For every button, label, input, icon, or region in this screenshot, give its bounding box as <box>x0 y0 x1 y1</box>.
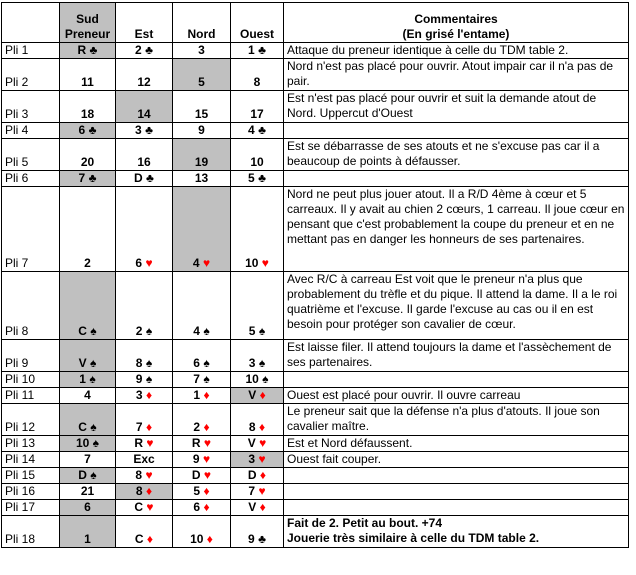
diamond-suit-icon: ♦ <box>142 420 153 434</box>
card-ouest <box>231 59 284 91</box>
trick-comment: Nord n'est pas placé pour ouvrir. Atout impair car il n'a pas de pair. <box>284 59 629 91</box>
card-est <box>116 404 173 436</box>
card-nord <box>173 468 231 484</box>
card-nord <box>173 187 231 272</box>
card-value: 5 <box>248 324 256 338</box>
card-value: 8 <box>253 75 261 89</box>
card-sud <box>60 272 116 340</box>
card-value: 16 <box>137 155 151 169</box>
card-sud <box>60 452 116 468</box>
card-value: 10 <box>245 256 259 270</box>
diamond-suit-icon: ♦ <box>256 500 266 514</box>
card-nord <box>173 500 231 516</box>
trick-row <box>2 139 629 171</box>
card-nord <box>173 171 231 187</box>
spade-suit-icon: ♠ <box>142 372 153 386</box>
diamond-suit-icon: ♦ <box>200 388 210 402</box>
heart-suit-icon: ♥ <box>255 452 266 466</box>
header-sud-label: Sud Preneur <box>64 12 111 41</box>
club-suit-icon: ♣ <box>85 171 97 185</box>
card-value: 6 <box>78 123 86 137</box>
card-value: C <box>78 420 87 434</box>
card-value: 1 <box>193 388 201 402</box>
card-ouest <box>231 404 284 436</box>
card-value: 3 <box>198 43 205 57</box>
card-value: 10 <box>245 372 259 386</box>
card-value: 6 <box>193 356 200 370</box>
diamond-suit-icon: ♦ <box>200 500 210 514</box>
card-est <box>116 452 173 468</box>
card-value: 18 <box>80 107 95 121</box>
spade-suit-icon: ♠ <box>199 324 210 338</box>
trick-comment: Ouest fait couper. <box>284 452 629 468</box>
trick-comment: Est laisse filer. Il attend toujours la dame et l'assèchement de ses partenaires. <box>284 340 629 372</box>
card-nord <box>173 404 231 436</box>
diamond-suit-icon: ♦ <box>200 420 210 434</box>
card-est <box>116 123 173 139</box>
card-nord <box>173 59 231 91</box>
trick-row <box>2 91 629 123</box>
card-value: 12 <box>137 75 151 89</box>
card-value: 20 <box>80 155 95 169</box>
trick-row <box>2 123 629 139</box>
trick-row <box>2 468 629 484</box>
card-value: 7 <box>135 420 143 434</box>
header-comments-title: Commentaires <box>414 12 498 26</box>
card-sud <box>60 187 116 272</box>
card-ouest <box>231 372 284 388</box>
trick-comment <box>284 372 629 388</box>
card-value: 2 <box>135 324 143 338</box>
trick-comment: Avec R/C à carreau Est voit que le preneur n'a plus que probablement du trèfle et du pique. Il attend la dame. Il a le roi quatrième et l'excuse. Il garde l'excuse au cas ou il en est besoin pour protéger son cavalier de cœur. <box>284 272 629 340</box>
club-suit-icon: ♣ <box>142 171 154 185</box>
trick-comment <box>284 171 629 187</box>
card-value: 7 <box>84 452 91 466</box>
club-suit-icon: ♣ <box>254 532 266 546</box>
trick-row <box>2 452 629 468</box>
spade-suit-icon: ♠ <box>86 468 97 482</box>
trick-number: Pli 12 <box>2 404 60 436</box>
card-est <box>116 139 173 171</box>
card-est <box>116 436 173 452</box>
trick-row <box>2 340 629 372</box>
card-value: 4 <box>84 388 91 402</box>
trick-row <box>2 272 629 340</box>
card-est <box>116 500 173 516</box>
card-value: 9 <box>248 532 255 546</box>
trick-comment <box>284 484 629 500</box>
card-nord <box>173 516 231 548</box>
card-value: 8 <box>135 356 143 370</box>
trick-number: Pli 16 <box>2 484 60 500</box>
card-sud <box>60 43 116 59</box>
header-comments <box>284 3 629 43</box>
trick-number: Pli 2 <box>2 59 60 91</box>
card-sud <box>60 468 116 484</box>
card-sud <box>60 59 116 91</box>
trick-row <box>2 171 629 187</box>
card-est <box>116 372 173 388</box>
trick-row <box>2 388 629 404</box>
club-suit-icon: ♣ <box>141 43 153 57</box>
trick-row <box>2 500 629 516</box>
card-value: 7 <box>193 372 200 386</box>
trick-comment: Nord ne peut plus jouer atout. Il a R/D 4ème à cœur et 5 carreaux. Il y avait au chien 2 cœurs, 1 carreau. Il joue cœur en pensant que c'est probablement la coupe du preneur et en ne mettant pas en danger les honneurs de ses partenaires. <box>284 187 629 272</box>
card-nord <box>173 91 231 123</box>
card-sud <box>60 388 116 404</box>
card-value: 8 <box>135 484 143 498</box>
card-value: 1 <box>248 43 255 57</box>
card-value: D <box>247 468 257 482</box>
trick-number: Pli 5 <box>2 139 60 171</box>
card-value: V <box>247 436 256 450</box>
trick-comment: Le preneur sait que la défense n'a plus d'atouts. Il joue son cavalier maître. <box>284 404 629 436</box>
diamond-suit-icon: ♦ <box>143 532 154 546</box>
card-value: 3 <box>248 452 256 466</box>
trick-row <box>2 404 629 436</box>
spade-suit-icon: ♠ <box>85 372 96 386</box>
trick-number: Pli 7 <box>2 187 60 272</box>
card-sud <box>60 91 116 123</box>
card-est <box>116 272 173 340</box>
card-sud <box>60 500 116 516</box>
trick-comment <box>284 500 629 516</box>
heart-suit-icon: ♥ <box>255 484 266 498</box>
card-value: 19 <box>194 155 209 169</box>
spade-suit-icon: ♠ <box>142 356 153 370</box>
card-sud <box>60 516 116 548</box>
card-value: 4 <box>192 256 200 270</box>
trick-number: Pli 10 <box>2 372 60 388</box>
trick-row <box>2 59 629 91</box>
trick-row <box>2 187 629 272</box>
card-ouest <box>231 468 284 484</box>
card-value: 11 <box>81 75 94 89</box>
heart-suit-icon: ♥ <box>143 500 154 514</box>
card-value: 9 <box>135 372 143 386</box>
card-sud <box>60 372 116 388</box>
trick-comment: Est n'est pas placé pour ouvrir et suit la demande atout de Nord. Uppercut d'Ouest <box>284 91 629 123</box>
spade-suit-icon: ♠ <box>255 324 266 338</box>
trick-number: Pli 8 <box>2 272 60 340</box>
club-suit-icon: ♣ <box>85 123 97 137</box>
card-ouest <box>231 91 284 123</box>
card-value: 10 <box>75 436 90 450</box>
card-ouest <box>231 500 284 516</box>
card-value: 8 <box>135 468 143 482</box>
trick-number: Pli 14 <box>2 452 60 468</box>
heart-suit-icon: ♥ <box>200 436 212 450</box>
diamond-suit-icon: ♦ <box>203 532 213 546</box>
card-value: 2 <box>135 43 142 57</box>
card-ouest <box>231 388 284 404</box>
heart-suit-icon: ♥ <box>255 436 267 450</box>
card-value: R <box>77 43 87 57</box>
header-comments-subtitle: (En grisé l'entame) <box>402 27 510 41</box>
card-value: V <box>248 500 257 514</box>
spade-suit-icon: ♠ <box>199 356 210 370</box>
spade-suit-icon: ♠ <box>199 372 210 386</box>
spade-suit-icon: ♠ <box>86 324 97 338</box>
card-value: 6 <box>193 500 201 514</box>
header-pli <box>2 3 60 43</box>
card-value: 3 <box>135 123 142 137</box>
card-nord <box>173 484 231 500</box>
card-est <box>116 171 173 187</box>
card-value: 3 <box>248 356 256 370</box>
trick-number: Pli 17 <box>2 500 60 516</box>
diamond-suit-icon: ♦ <box>256 468 267 482</box>
heart-suit-icon: ♥ <box>199 452 211 466</box>
trick-number: Pli 6 <box>2 171 60 187</box>
club-suit-icon: ♣ <box>254 171 266 185</box>
card-ouest <box>231 272 284 340</box>
card-nord <box>173 340 231 372</box>
card-value: D <box>191 468 201 482</box>
card-value: R <box>191 436 201 450</box>
card-value: 13 <box>194 171 209 185</box>
spade-suit-icon: ♠ <box>258 372 269 386</box>
card-value: Exc <box>133 452 155 466</box>
card-value: 5 <box>248 171 255 185</box>
header-row <box>2 3 629 43</box>
card-ouest <box>231 484 284 500</box>
club-suit-icon: ♣ <box>141 123 153 137</box>
tricks-table <box>1 2 629 548</box>
card-value: 6 <box>135 256 143 270</box>
heart-suit-icon: ♥ <box>142 468 153 482</box>
card-est <box>116 468 173 484</box>
club-suit-icon: ♣ <box>86 43 98 57</box>
header-nord: Nord <box>173 3 231 43</box>
card-ouest <box>231 340 284 372</box>
card-nord <box>173 139 231 171</box>
diamond-suit-icon: ♦ <box>255 420 266 434</box>
trick-number: Pli 13 <box>2 436 60 452</box>
heart-suit-icon: ♥ <box>142 256 153 270</box>
card-value: D <box>78 468 87 482</box>
card-sud <box>60 139 116 171</box>
card-value: 2 <box>193 420 201 434</box>
card-value: 14 <box>137 107 151 121</box>
card-est <box>116 340 173 372</box>
trick-comment: Fait de 2. Petit au bout. +74 Jouerie très similaire à celle du TDM table 2. <box>284 516 629 548</box>
card-value: 15 <box>194 107 209 121</box>
card-value: 5 <box>193 484 201 498</box>
card-ouest <box>231 43 284 59</box>
card-value: 21 <box>80 484 95 498</box>
card-nord <box>173 43 231 59</box>
club-suit-icon: ♣ <box>254 43 266 57</box>
heart-suit-icon: ♥ <box>200 468 212 482</box>
card-nord <box>173 123 231 139</box>
card-est <box>116 484 173 500</box>
card-nord <box>173 372 231 388</box>
card-value: 10 <box>190 532 204 546</box>
card-ouest <box>231 516 284 548</box>
header-sud <box>60 3 116 43</box>
card-value: 4 <box>193 324 200 338</box>
card-value: 6 <box>84 500 91 514</box>
card-value: C <box>134 500 144 514</box>
card-sud <box>60 340 116 372</box>
spade-suit-icon: ♠ <box>142 324 153 338</box>
trick-number: Pli 9 <box>2 340 60 372</box>
card-ouest <box>231 123 284 139</box>
card-est <box>116 187 173 272</box>
diamond-suit-icon: ♦ <box>200 484 210 498</box>
card-value: 1 <box>84 532 91 546</box>
card-value: 17 <box>250 107 264 121</box>
trick-number: Pli 4 <box>2 123 60 139</box>
spade-suit-icon: ♠ <box>255 356 266 370</box>
card-ouest <box>231 452 284 468</box>
card-value: 9 <box>192 452 200 466</box>
card-nord <box>173 388 231 404</box>
card-value: V <box>78 356 87 370</box>
card-value: 3 <box>135 388 143 402</box>
card-value: 1 <box>79 372 86 386</box>
trick-comment: Est et Nord défaussent. <box>284 436 629 452</box>
card-ouest <box>231 187 284 272</box>
card-sud <box>60 436 116 452</box>
trick-row <box>2 372 629 388</box>
card-est <box>116 43 173 59</box>
card-value: 4 <box>248 123 255 137</box>
card-sud <box>60 171 116 187</box>
card-nord <box>173 452 231 468</box>
card-value: C <box>134 532 144 546</box>
trick-comment: Ouest est placé pour ouvrir. Il ouvre carreau <box>284 388 629 404</box>
heart-suit-icon: ♥ <box>143 436 154 450</box>
card-est <box>116 516 173 548</box>
trick-comment <box>284 123 629 139</box>
trick-comment: Attaque du preneur identique à celle du TDM table 2. <box>284 43 629 59</box>
trick-number: Pli 15 <box>2 468 60 484</box>
diamond-suit-icon: ♦ <box>256 388 266 402</box>
trick-row <box>2 516 629 548</box>
club-suit-icon: ♣ <box>254 123 266 137</box>
trick-comment <box>284 468 629 484</box>
card-value: 10 <box>250 155 264 169</box>
card-ouest <box>231 139 284 171</box>
trick-row <box>2 484 629 500</box>
trick-row <box>2 436 629 452</box>
header-est: Est <box>116 3 173 43</box>
heart-suit-icon: ♥ <box>258 256 269 270</box>
card-ouest <box>231 436 284 452</box>
card-value: 7 <box>248 484 256 498</box>
trick-number: Pli 3 <box>2 91 60 123</box>
card-sud <box>60 404 116 436</box>
card-est <box>116 388 173 404</box>
card-est <box>116 59 173 91</box>
spade-suit-icon: ♠ <box>86 356 97 370</box>
card-sud <box>60 484 116 500</box>
trick-number: Pli 18 <box>2 516 60 548</box>
header-ouest: Ouest <box>231 3 284 43</box>
card-value: C <box>78 324 87 338</box>
card-value: 9 <box>198 123 205 137</box>
card-value: 5 <box>198 75 205 89</box>
card-value: R <box>134 436 144 450</box>
heart-suit-icon: ♥ <box>199 256 211 270</box>
card-nord <box>173 436 231 452</box>
diamond-suit-icon: ♦ <box>142 484 153 498</box>
trick-comment: Est se débarrasse de ses atouts et ne s'excuse pas car il a beaucoup de points à défausser. <box>284 139 629 171</box>
trick-number: Pli 1 <box>2 43 60 59</box>
trick-number: Pli 11 <box>2 388 60 404</box>
card-value: 7 <box>78 171 86 185</box>
card-value: 2 <box>84 256 91 270</box>
card-value: V <box>248 388 257 402</box>
spade-suit-icon: ♠ <box>86 420 97 434</box>
card-nord <box>173 272 231 340</box>
card-sud <box>60 123 116 139</box>
card-value: D <box>134 171 143 185</box>
diamond-suit-icon: ♦ <box>142 388 153 402</box>
card-value: 8 <box>248 420 256 434</box>
card-ouest <box>231 171 284 187</box>
spade-suit-icon: ♠ <box>89 436 100 450</box>
card-est <box>116 91 173 123</box>
trick-row <box>2 43 629 59</box>
